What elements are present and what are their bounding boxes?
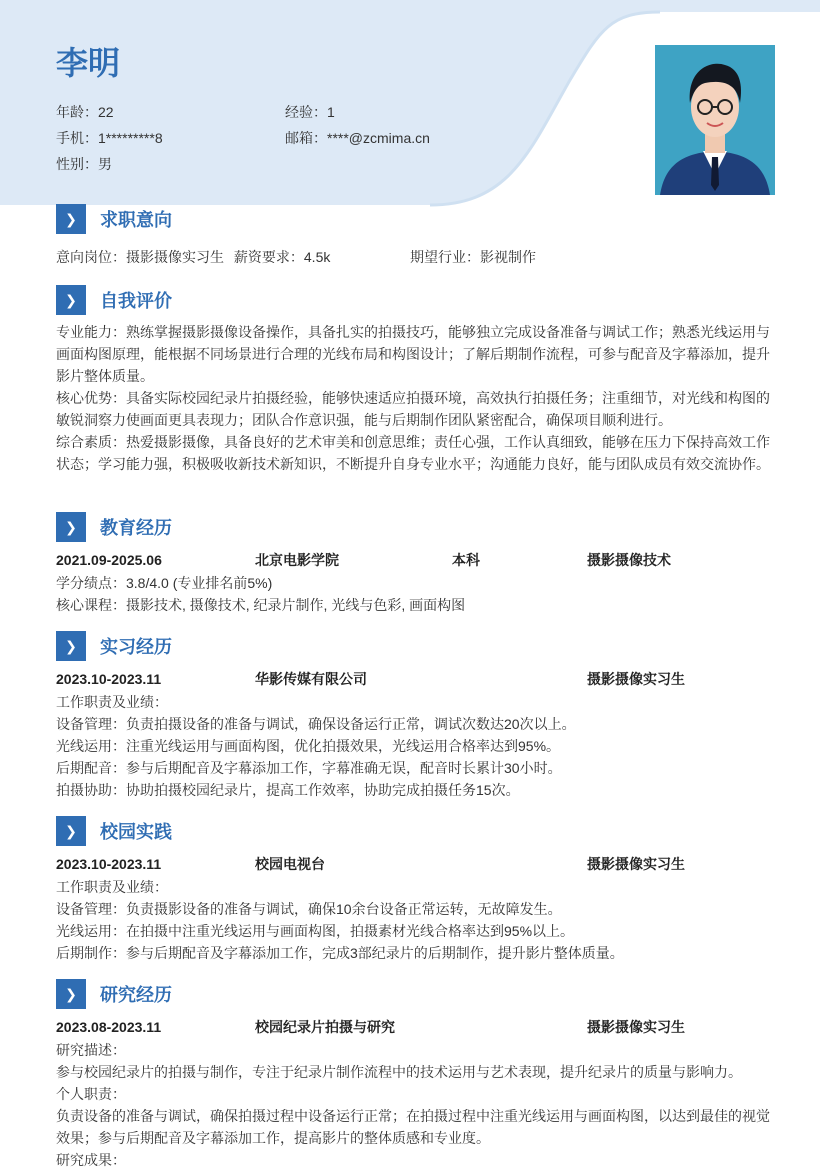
intent-salary: 薪资要求：4.5k: [233, 249, 331, 265]
research-line: 个人职责：: [56, 1086, 126, 1102]
self-paragraph: 核心优势：具备实际校园纪录片拍摄经验，能够快速适应拍摄环境，高效执行拍摄任务；注重细节，对光线和构图的敏锐洞察力使画面更具表现力；团队合作意识强，能与后期制作团队紧密配合，确保项目顺利进行。: [56, 390, 770, 428]
intern-line: 后期配音：参与后期配音及字幕添加工作，字幕准确无误，配音时长累计30小时。: [56, 760, 562, 776]
research-line: 负责设备的准备与调试，确保拍摄过程中设备运行正常；在拍摄过程中注重光线运用与画面构图，以达到最佳的视觉效果；参与后期配音及字幕添加工作，提高影片的整体质感和专业度。: [56, 1108, 770, 1146]
edu-date: 2021.09-2025.06: [56, 552, 162, 568]
phone: 手机：1*********8: [56, 130, 163, 146]
self-paragraph: 综合素质：热爱摄影摄像，具备良好的艺术审美和创意思维；责任心强，工作认真细致，能够在压力下保持高效工作状态；学习能力强，积极吸收新技术新知识，不断提升自身专业水平；沟通能力良好，能与团队成员有效交流协作。: [56, 434, 770, 472]
edu-line: 学分绩点：3.8/4.0 (专业排名前5%): [56, 575, 273, 591]
gender: 性别：男: [56, 156, 112, 172]
chevron-right-icon: ❯: [56, 979, 86, 1009]
intern-role: 摄影摄像实习生: [587, 671, 685, 687]
intent-position: 意向岗位：摄影摄像实习生: [56, 249, 224, 265]
chevron-right-icon: ❯: [56, 285, 86, 315]
campus-line: 设备管理：负责摄影设备的准备与调试，确保10余台设备正常运转，无故障发生。: [56, 901, 562, 917]
self-paragraph: 专业能力：熟练掌握摄影摄像设备操作，具备扎实的拍摄技巧，能够独立完成设备准备与调试工作；熟悉光线运用与画面构图原理，能根据不同场景进行合理的光线布局和构图设计；了解后期制作流程，可参与配音及字幕添加，提升影片整体质量。: [56, 324, 770, 384]
campus-org: 校园电视台: [255, 856, 325, 872]
age: 年龄：22: [56, 104, 114, 120]
section-research: [56, 979, 776, 1171]
campus-date: 2023.10-2023.11: [56, 856, 162, 872]
profile-photo: [655, 45, 775, 195]
intent-industry: 期望行业：影视制作: [410, 249, 536, 265]
section-job-intent: [56, 204, 776, 268]
intern-line: 设备管理：负责拍摄设备的准备与调试，确保设备运行正常，调试次数达20次以上。: [56, 716, 576, 732]
campus-line: 工作职责及业绩：: [56, 879, 168, 895]
intern-line: 工作职责及业绩：: [56, 694, 168, 710]
section-title: 实习经历: [100, 637, 172, 657]
edu-degree: 本科: [452, 552, 480, 568]
campus-line: 光线运用：在拍摄中注重光线运用与画面构图，拍摄素材光线合格率达到95%以上。: [56, 923, 575, 939]
intern-date: 2023.10-2023.11: [56, 671, 162, 687]
intern-line: 拍摄协助：协助拍摄校园纪录片，提高工作效率，协助完成拍摄任务15次。: [56, 782, 520, 798]
chevron-right-icon: ❯: [56, 204, 86, 234]
intern-org: 华影传媒有限公司: [255, 671, 367, 687]
section-education: [56, 512, 776, 616]
research-date: 2023.08-2023.11: [56, 1019, 162, 1035]
research-line: 研究成果：: [56, 1152, 126, 1168]
email: 邮箱：****@zcmima.cn: [285, 130, 430, 146]
chevron-right-icon: ❯: [56, 512, 86, 542]
intern-line: 光线运用：注重光线运用与画面构图，优化拍摄效果，光线运用合格率达到95%。: [56, 738, 561, 754]
edu-school: 北京电影学院: [255, 552, 339, 568]
research-line: 研究描述：: [56, 1042, 126, 1058]
chevron-right-icon: ❯: [56, 816, 86, 846]
section-self-evaluation: [56, 285, 776, 475]
research-line: 参与校园纪录片的拍摄与制作，专注于纪录片制作流程中的技术运用与艺术表现，提升纪录片的质量与影响力。: [56, 1064, 742, 1080]
edu-line: 核心课程：摄影技术, 摄像技术, 纪录片制作, 光线与色彩, 画面构图: [56, 597, 466, 613]
section-title: 教育经历: [100, 518, 172, 538]
research-project: 校园纪录片拍摄与研究: [255, 1019, 395, 1035]
section-title: 求职意向: [100, 210, 172, 230]
edu-major: 摄影摄像技术: [587, 552, 671, 568]
section-title: 校园实践: [100, 822, 172, 842]
section-title: 自我评价: [100, 291, 172, 311]
chevron-right-icon: ❯: [56, 631, 86, 661]
section-campus-practice: [56, 816, 776, 964]
campus-line: 后期制作：参与后期配音及字幕添加工作，完成3部纪录片的后期制作，提升影片整体质量。: [56, 945, 624, 961]
campus-role: 摄影摄像实习生: [587, 856, 685, 872]
candidate-name: 李明: [56, 45, 121, 81]
research-role: 摄影摄像实习生: [587, 1019, 685, 1035]
section-internship: [56, 631, 776, 801]
section-title: 研究经历: [100, 985, 172, 1005]
experience: 经验：1: [285, 104, 335, 120]
